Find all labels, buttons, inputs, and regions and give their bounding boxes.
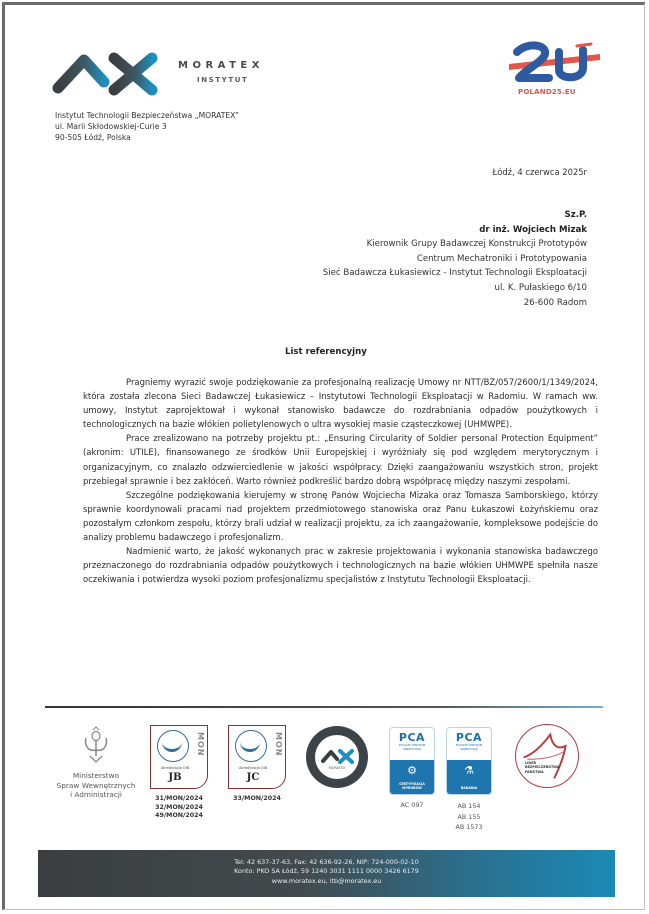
mon-number: 49/MON/2024 — [155, 812, 203, 819]
seal-label: MORATEX — [328, 766, 346, 770]
ministry-line: Ministerstwo — [72, 771, 120, 780]
moratex-quality-seal — [306, 726, 368, 788]
recipient-line: ul. K. Pułaskiego 6/10 — [494, 282, 587, 293]
pca-subtitle — [390, 744, 434, 751]
body-paragraph: Prace zrealizowano na potrzeby projektu pt.: „Ensuring Circularity of Soldier personal Protection Equipment” (akronim: UTILE), finansowanego ze środków Unii Europejskiej i wyróżniały się pod względem merytorycznym i organizacyjnym, co znalazło odzwierciedlenie w jakości współpracy. Dzięki zaangażowaniu wszystkich stron, projekt przebiegał sprawnie i bez zakłóceń. Warto również podkreślić bardzo dobrą współpracę między naszymi zespołami. — [83, 433, 598, 486]
pca-badge-certification — [389, 727, 435, 795]
letter-subject: List referencyjny — [285, 347, 367, 357]
lider-line: LIDER — [525, 761, 537, 765]
flask-icon: ⚗ — [464, 764, 474, 777]
brand-subtitle: INSTYTUT — [197, 76, 249, 84]
eagle-wing-icon — [516, 725, 577, 786]
pca-codes — [441, 801, 497, 833]
mon-caption: Akredytacja OiB — [160, 766, 190, 770]
pca-lower-line: CERTYFIKACJA — [399, 782, 425, 786]
pca-code: AB 1573 — [455, 823, 483, 831]
recipient-line: 26-600 Radom — [523, 297, 587, 308]
ministry-name — [56, 771, 136, 800]
pca-sub-line: POLSKIE CENTRUM — [398, 743, 426, 747]
lider-text — [525, 761, 560, 774]
mon-number: 32/MON/2024 — [155, 803, 203, 811]
moratex-ax-logo-icon — [52, 50, 167, 96]
recipient-block — [323, 208, 587, 310]
pca-code: AC 097 — [400, 801, 424, 809]
pca-code: AB 155 — [457, 812, 481, 821]
pca-lower-panel — [390, 760, 434, 794]
mon-badge-jc — [228, 725, 286, 789]
org-address — [55, 110, 239, 143]
footer-bar — [38, 850, 615, 897]
mon-side-label: MON — [274, 732, 283, 757]
body-paragraph: Nadmienić warto, że jakość wykonanych prac w zakresie projektowania i wykonania stanowiska badawczego przeznaczonego do rozdrabniania odpadów poużytkowych i technologicznych na bazie włókien UHMWPE spełniła nasze oczekiwania i potwierdza wysoki poziom profesjonalizmu specjalistów z Instytutu Technologii Eksploatacji. — [83, 546, 598, 585]
address-line: ul. Marii Skłodowskiej-Curie 3 — [55, 122, 167, 131]
footer-separator — [45, 706, 603, 708]
body-paragraph: Szczególne podziękowania kierujemy w stronę Panów Wojciecha Mizaka oraz Tomasza Samborskiego, którzy sprawnie koordynowali pracami nad projektem przedmiotowego stanowiska oraz Panu Łukaszowi Łożyńskiemu oraz pozostałym członkom zespołu, którzy brali udział w realizacji projektu, za ich zaangażowanie, kompleksowe podejście do analizy problemu badawczego i profesjonalizm. — [83, 489, 598, 543]
pca-lower-line: WYROBÓW — [402, 786, 422, 790]
recipient-line: Kierownik Grupy Badawczej Konstrukcji Prototypów — [366, 239, 587, 250]
lider-line: PAŃSTWA — [525, 769, 544, 774]
mon-caption: Akredytacja OiB — [238, 766, 268, 770]
ministry-line: i Administracji — [70, 790, 122, 799]
lider-line: BEZPIECZEŃSTWA — [525, 765, 560, 770]
mon-jc-numbers — [222, 795, 292, 804]
pca-lower-text — [390, 782, 434, 790]
pca-lower-line: BADANIA — [460, 786, 478, 790]
polish-eagle-icon — [81, 726, 111, 764]
address-line: 90-505 Łódź, Polska — [55, 133, 131, 142]
mon-side-label: MON — [196, 732, 205, 757]
pca-codes — [384, 800, 440, 811]
brand-name: MORATEX — [178, 60, 264, 71]
letter-body — [83, 375, 598, 586]
recipient-name: dr inż. Wojciech Mizak — [479, 224, 587, 235]
footer-line: Konto: PKO SA Łódź, 59 1240 3031 1111 0000 3426 6179 — [234, 867, 419, 876]
pca-sub-line: POLSKIE CENTRUM — [455, 743, 483, 747]
recipient-line: Sieć Badawcza Łukasiewicz - Instytut Technologii Eksploatacji — [322, 268, 587, 279]
salutation: Sz.P. — [564, 210, 587, 220]
address-line: Instytut Technologii Bezpieczeństwa „MORATEX” — [55, 111, 239, 120]
ministry-line: Spraw Wewnętrznych — [56, 780, 136, 790]
pca-code: AB 154 — [457, 802, 481, 810]
ministry-logo — [56, 726, 136, 800]
mon-emblem-icon — [235, 730, 267, 762]
seal-inner — [315, 735, 359, 779]
lider-bezpieczenstwa-badge — [515, 724, 579, 788]
letter-date: Łódź, 4 czerwca 2025r — [492, 167, 587, 177]
mon-badge-jb — [150, 725, 208, 789]
footer-contact — [38, 858, 615, 886]
mon-code: JB — [168, 772, 182, 783]
partner-logo-label: POLAND25.EU — [518, 88, 576, 96]
pca-lower-panel — [447, 760, 491, 794]
pca-sub-line: AKREDYTACJI — [402, 746, 422, 751]
mon-jb-numbers — [150, 795, 208, 821]
gears-icon: ⚙ — [407, 764, 417, 777]
recipient-line: Centrum Mechatroniki i Prototypowania — [416, 253, 587, 264]
mon-number: 33/MON/2024 — [233, 795, 281, 802]
mon-code: JC — [246, 772, 260, 783]
mon-number: 31/MON/2024 — [155, 795, 203, 802]
mon-emblem-icon — [157, 730, 189, 762]
poland25-eu-logo-icon — [505, 40, 605, 85]
body-paragraph: Pragniemy wyrazić swoje podziękowanie za profesjonalną realizację Umowy nr NTT/BZ/057/2600/1/1349/2024, która została zlecona Sieci Badawczej Łukasiewicz – Instytutowi Technologii Eksploatacji w Radomiu. W ramach ww. umowy, Instytut zaprojektował i wykonał stanowisko badawcze do rozdrabniania odpadów poużytkowych i technologicznych na bazie włókien polietylenowych o ultra wysokiej masie cząsteczkowej (UHMWPE). — [83, 377, 598, 430]
footer-line: www.moratex.eu, itb@moratex.eu — [271, 876, 382, 885]
pca-badge-testing — [446, 727, 492, 795]
pca-title: PCA — [398, 731, 426, 744]
moratex-ax-logo-icon — [315, 735, 359, 779]
pca-lower-text — [447, 786, 491, 790]
pca-sub-line: AKREDYTACJI — [459, 746, 479, 751]
pca-subtitle — [447, 744, 491, 751]
pca-title: PCA — [455, 731, 483, 744]
footer-line: Tel: 42 637-37-63, Fax: 42 636-92-26, NIP: 724-000-02-10 — [234, 858, 419, 866]
